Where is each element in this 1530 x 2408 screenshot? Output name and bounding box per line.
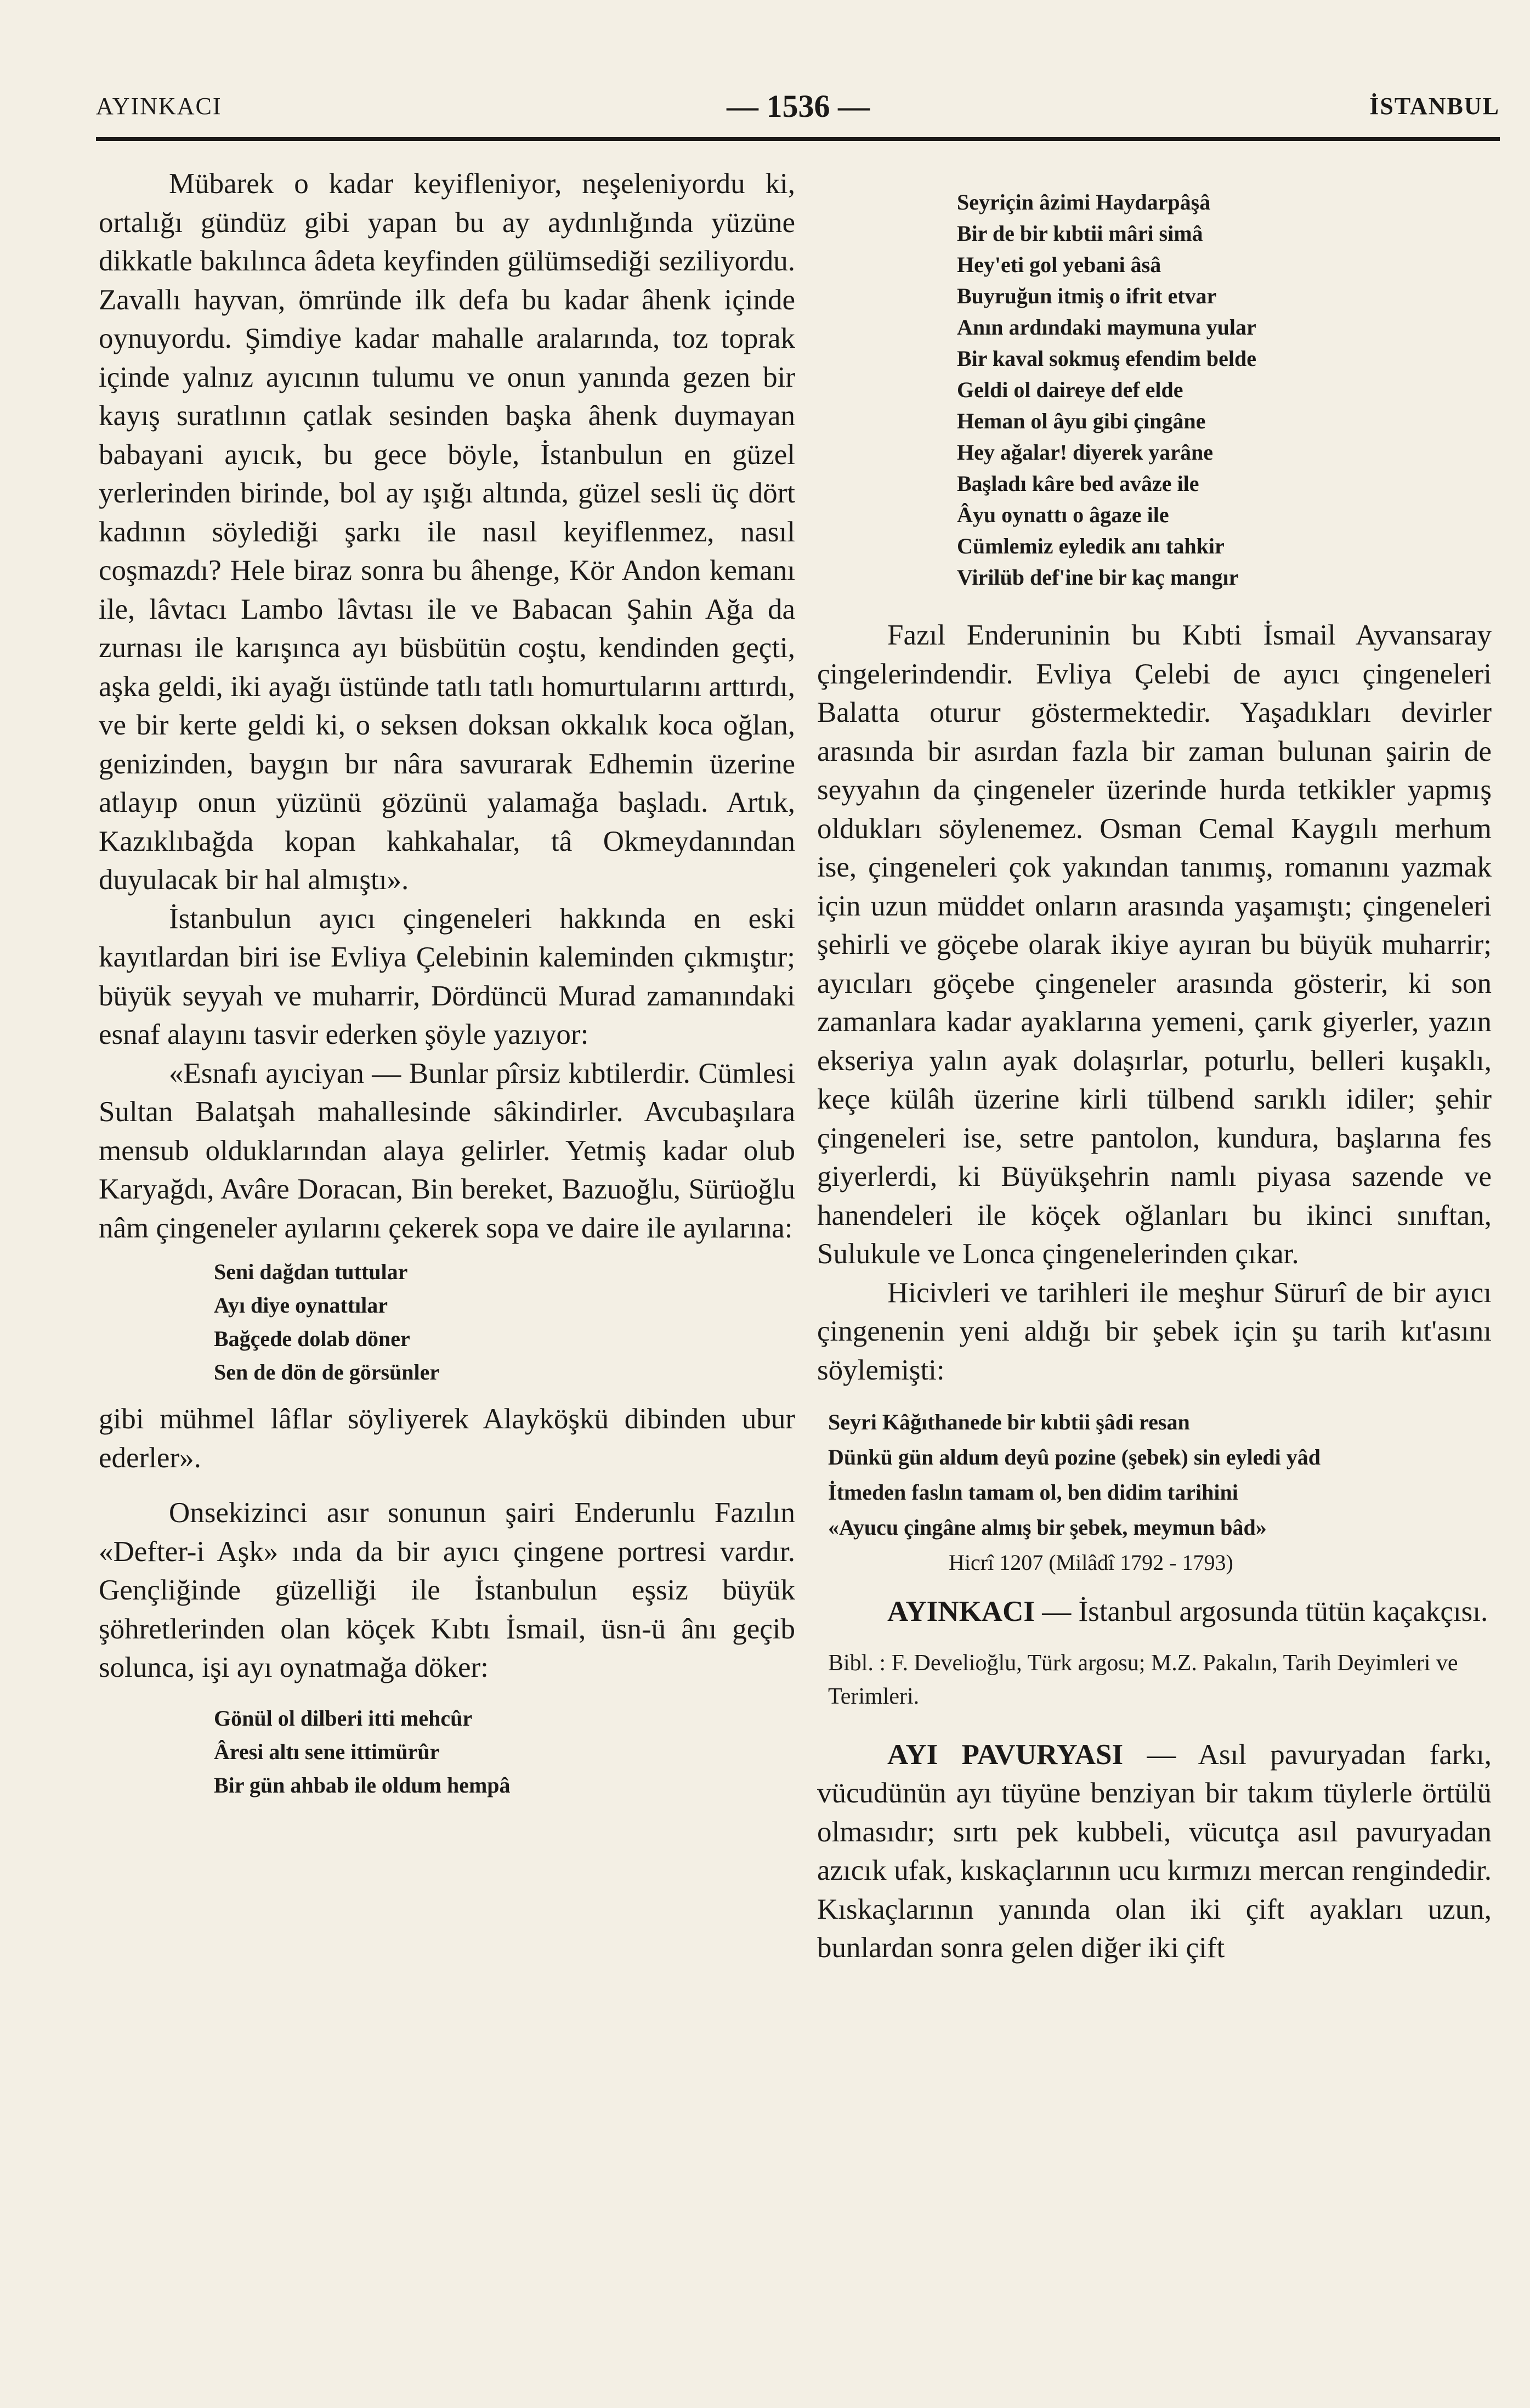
running-head-right: İSTANBUL: [1369, 93, 1500, 120]
verse-block-4: [817, 1405, 1492, 1580]
verse-line: Hey'eti gol yebani âsâ: [957, 252, 1161, 277]
right-column: [817, 165, 1492, 1968]
page-header: [96, 82, 1500, 143]
verse-line: Ayı diye oynattılar: [214, 1293, 388, 1318]
verse-line: Gönül ol dilberi itti mehcûr: [214, 1705, 473, 1731]
verse-line: Seyri Kâğıthanede bir kıbtii şâdi resan: [828, 1410, 1190, 1434]
entry-text: — İstanbul argosunda tütün kaçakçısı.: [1035, 1596, 1488, 1627]
verse-block-1: [99, 1255, 795, 1389]
verse-line: Anın ardındaki maymuna yular: [957, 315, 1256, 340]
verse-line: Bir gün ahbab ile oldum hempâ: [214, 1772, 511, 1797]
verse-line: Âyu oynattı o âgaze ile: [957, 502, 1169, 527]
paragraph-5: Onsekizinci asır sonunun şairi Enderunlu Fazılın «Defter-i Aşk» ında da bir ayıcı çingene portresi vardır. Gençliğinde güzelliği ile İstanbulun eşsiz büyük şöhretlerinden olan köçek Kıbtı İsmail, üsn-ü ânı geçib solunca, işi ayı oynatmağa döker:: [99, 1497, 795, 1683]
page-number: — 1536 —: [727, 88, 870, 124]
verse-line: Başladı kâre bed avâze ile: [957, 471, 1199, 496]
bibliography: Bibl. : F. Develioğlu, Türk argosu; M.Z. Pakalın, Tarih Deyimleri ve Terimleri.: [828, 1650, 1458, 1709]
paragraph-3: «Esnafı ayıciyan — Bunlar pîrsiz kıbtilerdir. Cümlesi Sultan Balatşah mahallesinde sâkindirler. Avcubaşılara mensub olduklarından alaya gelirler. Yetmiş kadar olub Karyağdı, Avâre Doracan, Bin bereket, Bazuoğlu, Sürüoğlu nâm çingeneler ayılarını çekerek sopa ve daire ile ayılarına:: [99, 1057, 795, 1244]
verse-line: Geldi ol daireye def elde: [957, 377, 1183, 402]
entry-title: AYINKACI: [887, 1596, 1035, 1627]
entry-text: — Asıl pavuryadan farkı, vücudünün ayı tüyüne benziyan bir takım tüylerle örtülü olmasıdır; sırtı pek kubbeli, vücutça asıl pavuryadan azıcık ufak, kıskaçlarının ucu kırmızı mercan rengindedir. Kıskaçlarının yanında olan iki çift ayakları uzun, bunlardan sonra gelen diğer iki çift: [817, 1738, 1492, 1964]
left-column: [99, 165, 795, 1813]
verse-block-3: [817, 186, 1492, 593]
paragraph-2: İstanbulun ayıcı çingeneleri hakkında en eski kayıtlardan biri ise Evliya Çelebinin kaleminden çıkmıştır; büyük seyyah ve muharrir, Dördüncü Murad zamanındaki esnaf alayını tasvir ederken şöyle yazıyor:: [99, 902, 795, 1050]
paragraph-7: Hicivleri ve tarihleri ile meşhur Sürurî de bir ayıcı çingenenin yeni aldığı bir şebek için şu tarih kıt'asını söylemişti:: [817, 1276, 1492, 1386]
verse-line: Cümlemiz eyledik anı tahkir: [957, 534, 1225, 558]
verse-line: Seni dağdan tuttular: [214, 1259, 408, 1284]
header-rule: [96, 137, 1500, 141]
verse-line: Dünkü gün aldum deyû pozine (şebek) sin eyledi yâd: [828, 1445, 1321, 1469]
paragraph-1: Mübarek o kadar keyifleniyor, neşeleniyordu ki, ortalığı gündüz gibi yapan bu ay aydınlığında yüzüne dikkatle bakılınca âdeta keyfinden gülümsediği seziliyordu. Zavallı hayvan, ömründe ilk defa bu kadar âhenk içinde oynuyordu. Şimdiye kadar mahalle aralarında, toz toprak içinde yalnız ayıcının tulumu ve onun yanında gezen bir kayış suratlının çatlak sesinden başka âhenk duymayan babayani ayıcık, bu gece böyle, İstanbulun en güzel yerlerinden birinde, bol ay ışığı altında, güzel sesli üç dört kadının söylediği şarkı ile nasıl keyiflenmez, nasıl coşmazdı? Hele biraz sonra bu âhenge, Kör Andon kemanı ile, lâvtacı Lambo lâvtası ile ve Babacan Şahin Ağa da zurnası ile karışınca ayı büsbütün coştu, kendinden geçti, aşka geldi, iki ayağı üstünde tatlı tatlı homurtularını arttırdı, ve bir kerte geldi ki, o seksen doksan okkalık koca oğlan, genizinden, baygın bır nâra savurarak Edhemin üzerine atlayıp onun yüzünü gözünü yalamağa başladı. Artık, Kazıklıbağda kopan kahkahalar, tâ Okmeydanından duyulacak bir hal almıştı».: [99, 168, 795, 896]
verse-line: Hey ağalar! diyerek yarâne: [957, 440, 1213, 465]
verse-line: Seyriçin âzimi Haydarpâşâ: [957, 190, 1211, 214]
verse-line: Bir de bir kıbtii mâri simâ: [957, 221, 1203, 246]
verse-line: İtmeden faslın tamam ol, ben didim tarihini: [828, 1480, 1238, 1505]
verse-line: Virilüb def'ine bir kaç mangır: [957, 565, 1239, 590]
entry-ayinkaci: [817, 1592, 1492, 1631]
spacer: [99, 1477, 795, 1494]
verse-block-2: [99, 1702, 795, 1802]
verse-line: Bağçede dolab döner: [214, 1326, 410, 1351]
verse-line: Sen de dön de görsünler: [214, 1360, 440, 1384]
verse-line: Heman ol âyu gibi çingâne: [957, 409, 1206, 433]
paragraph-4: gibi mühmel lâflar söyliyerek Alayköşkü dibinden ubur ederler».: [99, 1403, 795, 1474]
verse-line: Buyruğun itmiş o ifrit etvar: [957, 284, 1217, 308]
entry-title: AYI PAVURYASI: [887, 1738, 1124, 1771]
entry-ayi-pavuryasi: [817, 1736, 1492, 1968]
verse-line: Bir kaval sokmuş efendim belde: [957, 346, 1256, 371]
running-head-left: AYINKACI: [96, 93, 222, 120]
verse-date: Hicrî 1207 (Milâdî 1792 - 1793): [949, 1550, 1233, 1575]
verse-line: «Ayucu çingâne almış bir şebek, meymun bâd»: [828, 1515, 1267, 1540]
paragraph-6: Fazıl Enderuninin bu Kıbti İsmail Ayvansaray çingelerindendir. Evliya Çelebi de ayıcı çingeneleri Balatta oturur göstermektedir. Yaşadıkları devirler arasında bir asırdan fazla bir zaman bulunan şairin de seyyahın da çingeneler üzerinde hurda tetkikler yapmış oldukları söylenemez. Osman Cemal Kaygılı merhum ise, çingeneleri çok yakından tanımış, romanını yazmak için uzun müddet onların arasında yaşamıştı; çingeneleri şehirli ve göçebe olarak ikiye ayıran bu büyük muharrir; ayıcıları göçebe çingeneler arasında gösterir, ki son zamanlara kadar ayaklarına yemeni, çarık giyerler, yazın ekseriya yalın ayak dolaşırlar, poturlu, belleri kuşaklı, keçe külâh üzerine kirli tülbend sarıklı idiler; şehir çingeneleri ise, setre pantolon, kundura, başlarına fes giyerlerdi, ki Büyükşehrin namlı piyasa sazende ve hanendeleri ile köçek oğlanları bu ikinci sınıftan, Sulukule ve Lonca çingenelerinden çıkar.: [817, 619, 1492, 1270]
verse-line: Âresi altı sene ittimürûr: [214, 1739, 440, 1764]
